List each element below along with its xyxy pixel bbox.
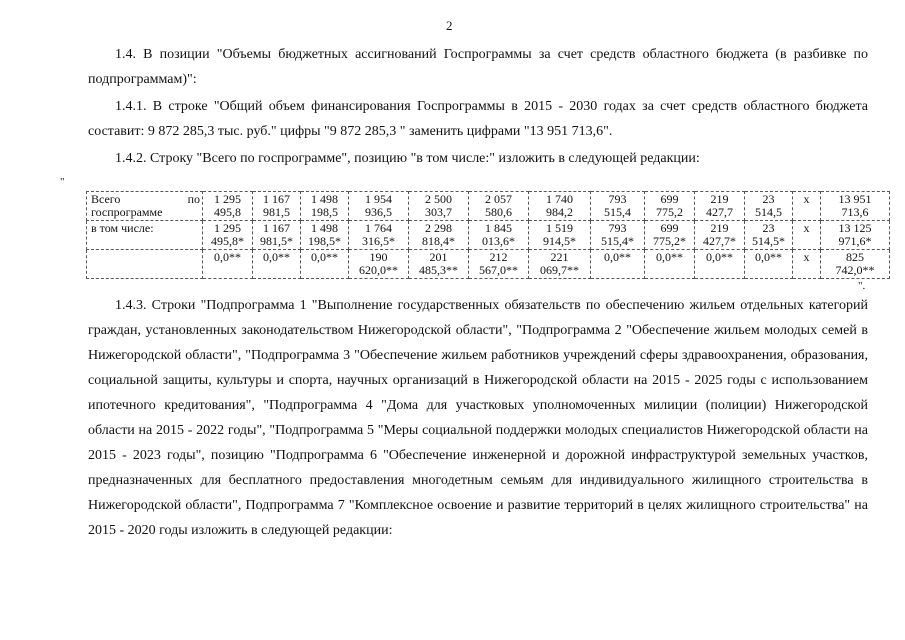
table-cell — [745, 221, 793, 250]
row-label-total-word2: по — [187, 192, 200, 206]
table-cell-line: 2 500 — [425, 192, 452, 206]
table-cell-line: 1 295 — [214, 192, 241, 206]
table-cell-line: 699 — [660, 221, 679, 235]
table-cell — [253, 250, 301, 279]
table-cell-line: 0,0** — [706, 250, 733, 264]
table-cell — [301, 221, 349, 250]
table-cell — [469, 192, 529, 221]
table-cell — [695, 192, 745, 221]
table-row-total — [87, 192, 890, 221]
table-cell-line: 620,0** — [359, 263, 398, 277]
table-cell-line: 219 — [710, 221, 729, 235]
table-cell — [591, 250, 645, 279]
table-cell-line: 515,4* — [601, 234, 634, 248]
table-cell — [821, 221, 890, 250]
table-cell — [253, 221, 301, 250]
table-cell-line: 212 — [489, 250, 508, 264]
table-cell-line: 514,5 — [755, 205, 782, 219]
table-cell-line: 2 298 — [425, 221, 452, 235]
table-cell-line: 515,4 — [604, 205, 631, 219]
page-number: 2 — [446, 18, 453, 33]
table-cell — [253, 192, 301, 221]
table-open-quote: " — [60, 176, 65, 188]
table-cell-line: 793 — [608, 221, 627, 235]
table-cell — [591, 192, 645, 221]
table-cell — [529, 221, 591, 250]
table-cell — [349, 250, 409, 279]
table-cell-line: 1 845 — [485, 221, 512, 235]
table-cell-line: x — [803, 221, 810, 235]
table-cell-line: 485,3** — [419, 263, 458, 277]
table-cell-line: x — [803, 192, 810, 206]
table-cell-line: 316,5* — [362, 234, 395, 248]
table-cell — [301, 250, 349, 279]
table-cell — [203, 192, 253, 221]
table-cell — [645, 221, 695, 250]
table-cell-line: 219 — [710, 192, 729, 206]
row-label-second — [87, 250, 203, 279]
table-cell-line: 069,7** — [540, 263, 579, 277]
table-cell-line: 971,6* — [838, 234, 872, 248]
table-cell-line: 1 519 — [546, 221, 573, 235]
paragraph-1-4-2: 1.4.2. Строку "Всего по госпрограмме", позицию "в том числе:" изложить в следующей редакции: — [115, 151, 700, 166]
table-cell-line: 201 — [429, 250, 448, 264]
table-cell-line: 1 167 — [263, 221, 290, 235]
table-cell — [469, 221, 529, 250]
table-row-second — [87, 250, 890, 279]
table-cell-line: x — [803, 250, 810, 264]
table-cell-line: 0,0** — [755, 250, 782, 264]
table-cell-line: 775,2* — [653, 234, 686, 248]
table-cell-line: 1 295 — [214, 221, 241, 235]
row-label-total-word1: Всего — [91, 192, 121, 206]
table-cell — [591, 221, 645, 250]
table-cell-line: 981,5* — [260, 234, 293, 248]
table-cell-line: 699 — [660, 192, 679, 206]
table-cell — [821, 192, 890, 221]
table-cell — [409, 192, 469, 221]
row-label-total — [87, 192, 203, 221]
table-cell-line: 13 125 — [838, 221, 872, 235]
table-cell-line: 303,7 — [425, 205, 452, 219]
table-cell — [529, 250, 591, 279]
table-cell-line: 1 954 — [365, 192, 392, 206]
table-cell-line: 0,0** — [656, 250, 683, 264]
table-cell-line: 23 — [762, 221, 775, 235]
budget-table — [86, 191, 890, 279]
table-cell-line: 23 — [762, 192, 775, 206]
paragraph-1-4-1: 1.4.1. В строке "Общий объем финансирования Госпрограммы в 2015 - 2030 годах за счет средств областного бюджета составит: 9 872 285,3 тыс. руб." цифры "9 872 285,3 " заменить цифрами "13 951 713,6". — [88, 99, 868, 139]
table-cell-line: 580,6 — [485, 205, 512, 219]
table-cell-line: 0,0** — [263, 250, 290, 264]
table-cell-line: 0,0** — [214, 250, 241, 264]
table-cell-line: 2 057 — [485, 192, 512, 206]
table-cell-line: 818,4* — [422, 234, 455, 248]
table-cell-line: 514,5* — [752, 234, 785, 248]
table-cell-line: 567,0** — [479, 263, 518, 277]
table-cell-line: 984,2 — [546, 205, 573, 219]
paragraph-1-4: 1.4. В позиции "Объемы бюджетных ассигнований Госпрограммы за счет средств областного бюджета (в разбивке по подпрограммам)": — [88, 47, 868, 87]
table-cell-line: 742,0** — [835, 263, 875, 277]
table-cell-line: 221 — [550, 250, 569, 264]
table-cell-line: 495,8 — [214, 205, 241, 219]
table-cell-line: 775,2 — [656, 205, 683, 219]
table-cell-line: 198,5* — [308, 234, 341, 248]
table-cell-line: 713,6 — [841, 205, 869, 219]
table-cell-line: 936,5 — [365, 205, 392, 219]
table-cell — [745, 192, 793, 221]
table-cell-line: 13 951 — [838, 192, 872, 206]
table-cell-line: 1 498 — [311, 192, 338, 206]
table-cell-line: 190 — [369, 250, 388, 264]
table-cell-line: 0,0** — [311, 250, 338, 264]
table-cell-line: 013,6* — [482, 234, 515, 248]
table-cell-line: 427,7* — [703, 234, 736, 248]
table-cell — [821, 250, 890, 279]
table-cell-line: 427,7 — [706, 205, 733, 219]
table-cell — [645, 250, 695, 279]
table-cell — [301, 192, 349, 221]
table-cell — [793, 221, 821, 250]
table-cell-line: 495,8* — [211, 234, 244, 248]
table-cell — [529, 192, 591, 221]
table-cell — [469, 250, 529, 279]
table-cell-line: 1 167 — [263, 192, 290, 206]
table-cell — [409, 250, 469, 279]
table-cell — [349, 221, 409, 250]
table-cell — [349, 192, 409, 221]
table-cell-line: 1 498 — [311, 221, 338, 235]
row-label-total-line2: госпрограмме — [91, 205, 163, 219]
table-cell-line: 914,5* — [543, 234, 576, 248]
table-cell-line: 793 — [608, 192, 627, 206]
table-cell-line: 0,0** — [604, 250, 631, 264]
table-cell — [695, 250, 745, 279]
table-cell-line: 825 — [846, 250, 864, 264]
table-cell-line: 198,5 — [311, 205, 338, 219]
table-cell-line: 981,5 — [263, 205, 290, 219]
table-cell — [695, 221, 745, 250]
table-cell-line: 1 740 — [546, 192, 573, 206]
row-label-including: в том числе: — [87, 221, 203, 250]
table-cell — [793, 192, 821, 221]
table-cell — [745, 250, 793, 279]
table-cell — [203, 221, 253, 250]
table-close-quote: ". — [858, 280, 866, 292]
table-cell-line: 1 764 — [365, 221, 392, 235]
table-row-including — [87, 221, 890, 250]
table-cell — [793, 250, 821, 279]
paragraph-1-4-3: 1.4.3. Строки "Подпрограмма 1 "Выполнение государственных обязательств по обеспечению жильем отдельных категорий граждан, установленных законодательством Нижегородской области", "Подпрограмма 2 "Обеспечение жильем молодых семей в Нижегородской области", "Подпрограмма 3 "Обеспечение жильем работников учреждений сферы здравоохранения, образования, социальной защиты, культуры и спорта, научных организаций в Нижегородской области на 2015 - 2025 годы с использованием ипотечного кредитования", "Подпрограмма 4 "Дома для участковых уполномоченных милиции (полиции) Нижегородской области на 2015 - 2022 годы", "Подпрограмма 5 "Меры социальной поддержки молодых специалистов Нижегородской области на 2015 - 2023 годы", позицию "Подпрограмма 6 "Обеспечение инженерной и дорожной инфраструктурой земельных участков, предназначенных для бесплатного предоставления многодетным семьям для индивидуального жилищного строительства в Нижегородской области", Подпрограмма 7 "Комплексное освоение и развитие территорий в целях жилищного строительства" на 2015 - 2020 годы изложить в следующей редакции: — [88, 298, 868, 538]
table-cell — [203, 250, 253, 279]
table-cell — [645, 192, 695, 221]
table-cell — [409, 221, 469, 250]
